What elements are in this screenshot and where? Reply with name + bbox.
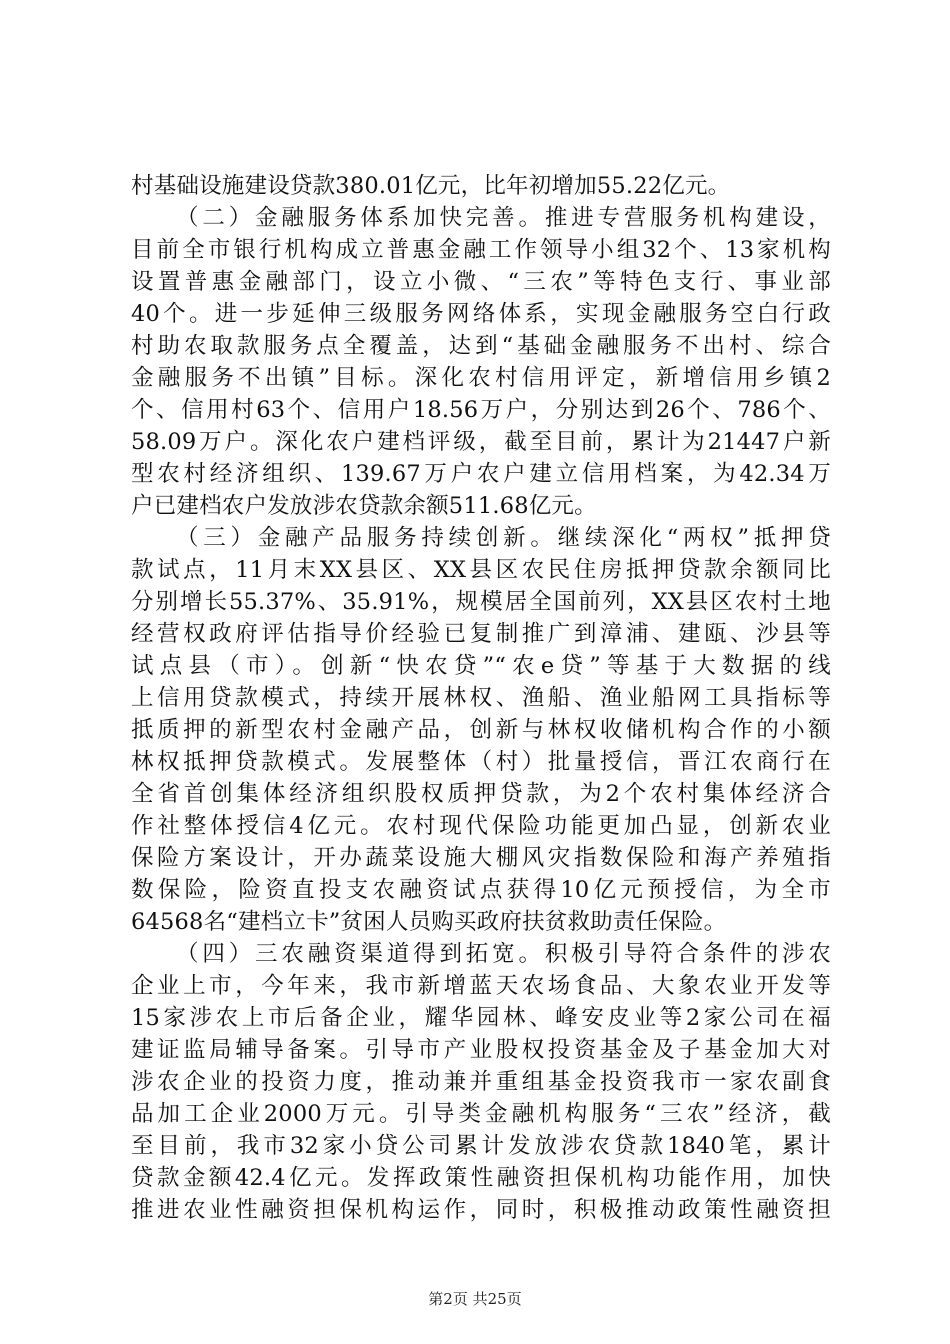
text-line: 保险方案设计，开办蔬菜设施大棚风灾指数保险和海产养殖指	[131, 845, 831, 871]
text-line: （二）金融服务体系加快完善。推进专营服务机构建设，	[176, 205, 831, 231]
text-line: 林权抵押贷款模式。发展整体（村）批量授信，晋江农商行在	[131, 749, 831, 775]
text-line: 建证监局辅导备案。引导市产业股权投资基金及子基金加大对	[131, 1037, 831, 1063]
text-line: （四）三农融资渠道得到拓宽。积极引导符合条件的涉农	[176, 941, 831, 967]
text-line: 抵质押的新型农村金融产品，创新与林权收储机构合作的小额	[131, 717, 831, 743]
document-body	[131, 170, 831, 1226]
text-line: 品加工企业2000万元。引导类金融机构服务“三农”经济，截	[131, 1101, 831, 1127]
text-line: 型农村经济组织、139.67万户农户建立信用档案，为42.34万	[131, 461, 831, 487]
text-line: 至目前，我市32家小贷公司累计发放涉农贷款1840笔，累计	[131, 1133, 831, 1159]
text-line: 经营权政府评估指导价经验已复制推广到漳浦、建瓯、沙县等	[131, 621, 831, 647]
text-line: 设置普惠金融部门，设立小微、“三农”等特色支行、事业部	[131, 269, 831, 295]
text-line: 作社整体授信4亿元。农村现代保险功能更加凸显，创新农业	[131, 813, 831, 839]
page-footer: 第2页 共25页	[428, 1290, 522, 1308]
text-line: 村基础设施建设贷款380.01亿元，比年初增加55.22亿元。	[131, 173, 731, 199]
text-line: 全省首创集体经济组织股权质押贷款，为2个农村集体经济合	[131, 781, 831, 807]
text-line: 数保险，险资直投支农融资试点获得10亿元预授信，为全市	[131, 877, 831, 903]
text-line: 款试点，11月末XX县区、XX县区农民住房抵押贷款余额同比	[131, 557, 831, 583]
text-line: 贷款金额42.4亿元。发挥政策性融资担保机构功能作用，加快	[131, 1165, 831, 1191]
text-line: 企业上市，今年来，我市新增蓝天农场食品、大象农业开发等	[131, 973, 831, 999]
text-line: 64568名“建档立卡”贫困人员购买政府扶贫救助责任保险。	[131, 909, 727, 935]
text-line: 涉农企业的投资力度，推动兼并重组基金投资我市一家农副食	[131, 1069, 831, 1095]
text-line: 村助农取款服务点全覆盖，达到“基础金融服务不出村、综合	[131, 333, 831, 359]
text-line: 上信用贷款模式，持续开展林权、渔船、渔业船网工具指标等	[131, 685, 831, 711]
text-line: 40个。进一步延伸三级服务网络体系，实现金融服务空白行政	[131, 301, 831, 327]
text-line: （三）金融产品服务持续创新。继续深化“两权”抵押贷	[176, 525, 831, 551]
text-line: 58.09万户。深化农户建档评级，截至目前，累计为21447户新	[131, 429, 831, 455]
text-line: 推进农业性融资担保机构运作，同时，积极推动政策性融资担	[131, 1197, 831, 1223]
text-line: 15家涉农上市后备企业，耀华园林、峰安皮业等2家公司在福	[131, 1005, 831, 1031]
text-line: 个、信用村63个、信用户18.56万户，分别达到26个、786个、	[131, 397, 831, 423]
text-line: 分别增长55.37%、35.91%，规模居全国前列，XX县区农村土地	[131, 589, 831, 615]
text-line: 目前全市银行机构成立普惠金融工作领导小组32个、13家机构	[131, 237, 831, 263]
text-line: 户已建档农户发放涉农贷款余额511.68亿元。	[131, 493, 597, 519]
text-line: 试点县（市）。创新“快农贷”“农e贷”等基于大数据的线	[131, 653, 831, 679]
text-line: 金融服务不出镇”目标。深化农村信用评定，新增信用乡镇2	[131, 365, 831, 391]
